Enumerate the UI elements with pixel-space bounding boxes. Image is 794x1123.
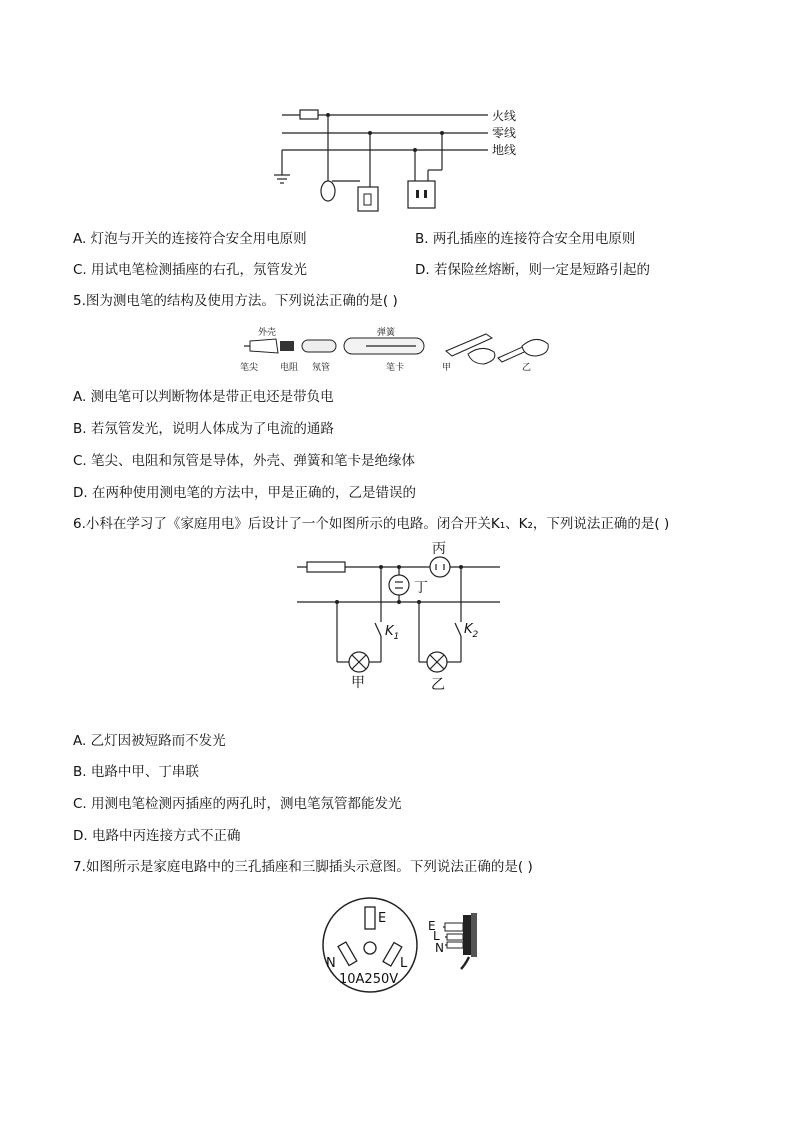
q5-stem: 5.图为测电笔的结构及使用方法。下列说法正确的是( ) <box>73 293 398 309</box>
q5-option-d: D. 在两种使用测电笔的方法中，甲是正确的，乙是错误的 <box>73 485 416 501</box>
neutral-wire-label: 零线 <box>492 126 517 140</box>
q4-circuit-figure <box>270 105 530 215</box>
socket-bing-label: 丙 <box>432 541 446 557</box>
q4-option-d: D. 若保险丝熔断，则一定是短路引起的 <box>415 262 650 278</box>
resistor-label: 电阻 <box>280 363 299 373</box>
spring-label: 弹簧 <box>377 328 396 338</box>
q4-option-c: C. 用试电笔检测插座的右孔，氖管发光 <box>73 262 308 278</box>
method-yi-label: 乙 <box>522 363 532 373</box>
q5-option-a: A. 测电笔可以判断物体是带正电还是带负电 <box>73 389 334 405</box>
q6-option-b: B. 电路中甲、丁串联 <box>73 764 199 780</box>
live-wire-label: 火线 <box>492 109 517 123</box>
lamp-yi-label: 乙 <box>431 677 445 690</box>
shell-label: 外壳 <box>258 328 277 338</box>
q4-option-b: B. 两孔插座的连接符合安全用电原则 <box>415 231 636 247</box>
q5-option-c: C. 笔尖、电阻和氖管是导体，外壳、弹簧和笔卡是绝缘体 <box>73 453 416 469</box>
q6-option-d: D. 电路中丙连接方式不正确 <box>73 828 241 844</box>
plug-e-label: E <box>428 919 436 933</box>
q5-test-pen-figure <box>236 326 556 374</box>
socket-n-label: N <box>326 956 336 971</box>
q6-option-a: A. 乙灯因被短路而不发光 <box>73 733 226 749</box>
tip-label: 笔尖 <box>240 363 259 373</box>
q5-option-b: B. 若氖管发光，说明人体成为了电流的通路 <box>73 421 334 437</box>
method-jia-label: 甲 <box>442 363 452 373</box>
q6-stem: 6.小科在学习了《家庭用电》后设计了一个如图所示的电路。闭合开关K₁、K₂，下列说法正确的是( ) <box>73 516 670 532</box>
q7-stem: 7.如图所示是家庭电路中的三孔插座和三脚插头示意图。下列说法正确的是( ) <box>73 859 533 875</box>
switch-k2-label: $K_2$ <box>464 622 479 640</box>
ground-wire-label: 地线 <box>492 143 517 157</box>
q6-option-c: C. 用测电笔检测丙插座的两孔时，测电笔氖管都能发光 <box>73 796 402 812</box>
socket-e-label: E <box>378 911 387 926</box>
neon-label: 氖管 <box>312 363 331 373</box>
lamp-jia-label: 甲 <box>351 675 365 690</box>
clip-label: 笔卡 <box>386 363 405 373</box>
switch-k1-label: $K_1$ <box>385 624 400 642</box>
socket-ding-label: 丁 <box>414 580 428 596</box>
socket-l-label: L <box>400 956 408 971</box>
plug-n-label: N <box>435 941 444 955</box>
q6-circuit-figure <box>295 540 505 690</box>
q7-socket-plug-figure <box>315 895 495 995</box>
q4-option-a: A. 灯泡与开关的连接符合安全用电原则 <box>73 231 307 247</box>
plug-l-label: L <box>433 929 440 943</box>
socket-rating-label: 10A250V <box>339 972 399 987</box>
